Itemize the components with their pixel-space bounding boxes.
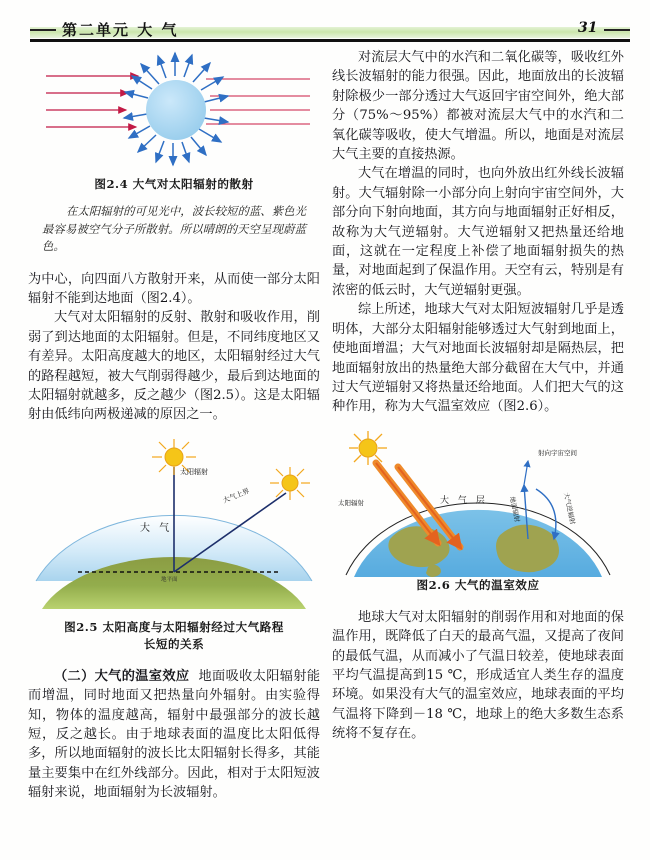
figure-2-4-svg — [28, 48, 320, 176]
right-paragraph-1: 对流层大气中的水汽和二氧化碳等，吸收红外线长波辐射的能力很强。因此，地面放出的长波辐射除极少一部分透过大气返回宇宙空间外，绝大部分（75%～95%）都被对流层大气中的水汽和二氧化碳等吸收，使大气增温。所以，地面是对流层大气主要的直接热源。 — [332, 50, 624, 163]
figure-2-6-label-atmosphere-layer: 大 气 层 — [440, 495, 488, 506]
hand-written-note: 在太阳辐射的可见光中，波长较短的蓝、紫色光最容易被空气分子所散射。所以晴朗的天空呈现蔚蓝色。 — [42, 204, 306, 253]
figure-2-5-svg — [28, 431, 320, 609]
figure-2-4-caption: 图2.4 大气对太阳辐射的散射 — [94, 177, 254, 191]
page-header — [0, 18, 650, 44]
figure-2-6-label-ground-radiation: 地面辐射 — [508, 495, 522, 523]
figure-2-5-label-solar-radiation: 太阳辐射 — [180, 467, 208, 476]
figure-2-6-label-solar-radiation: 太阳辐射 — [338, 498, 364, 507]
sun-low — [270, 467, 310, 500]
right-paragraph-2: 大气在增温的同时，也向外放出红外线长波辐射。大气辐射除一小部分向上射向宇宙空间外，大部分向下射向地面，其方向与地面辐射正好相反，故称为大气逆辐射。大气逆辐射又把热量还给地面，这就在一定程度上补偿了地面辐射损失的热量，对地面起到了保温作用。天空有云，特别是有浓密的低云时，大气逆辐射更强。 — [332, 166, 624, 298]
transmitted-rays — [206, 79, 310, 124]
header-dash-right — [604, 29, 630, 31]
section-heading: （二）大气的温室效应 — [54, 668, 190, 684]
sun-figure-2-6 — [349, 431, 387, 465]
figure-2-5-label-ground: 地平面 — [161, 576, 178, 583]
figure-2-5-caption-line2: 长短的关系 — [143, 636, 205, 651]
figure-2-6-label-counter-radiation: 大气逆辐射 — [562, 491, 577, 525]
figure-2-4 — [28, 48, 320, 176]
left-paragraph-3 — [28, 667, 320, 803]
figure-2-6 — [332, 427, 624, 577]
incoming-rays — [46, 76, 138, 127]
page-number: 31 — [578, 20, 598, 36]
scattering-body — [146, 80, 206, 140]
unit-title: 第二单元 大 气 — [62, 21, 179, 39]
figure-2-5-label-atmosphere: 大 气 — [140, 522, 173, 534]
to-space-arrow — [524, 461, 528, 485]
right-paragraph-4: 地球大气对太阳辐射的削弱作用和对地面的保温作用，既降低了白天的最高气温，又提高了夜间的最低气温，从而减小了气温日较差，使地球表面平均气温提高到15 ℃，形成适宜人类生存的温度环境。如果没有大气的温室效应，地球表面的平均气温将下降到－18 ℃，地球上的绝大多数生态系统将不复存在。 — [332, 609, 624, 742]
right-column — [332, 48, 624, 744]
left-paragraph-1: 为中心，向四面八方散射开来，从而使一部分太阳辐射不能到达地面（图2.4）。 — [28, 271, 320, 306]
right-paragraph-3: 综上所述，地球大气对太阳短波辐射几乎是透明体，大部分太阳辐射能够透过大气射到地面上，使地面增温；大气对地面长波辐射却是隔热层，把地面辐射放出的热量绝大部分截留在大气中，并通过大气逆辐射又将热量还给地面。人们把大气的这种作用，称为大气温室效应（图2.6）。 — [332, 302, 624, 415]
figure-2-6-svg — [332, 427, 624, 577]
header-dash-left — [30, 29, 56, 31]
figure-2-5-caption-line1: 图2.5 太阳高度与太阳辐射经过大气路程 — [64, 619, 284, 634]
left-column — [28, 48, 320, 803]
figure-2-6-label-to-space: 射向宇宙空间 — [538, 448, 577, 457]
figure-2-5-label-atmosphere-top: 大气上界 — [221, 486, 251, 505]
left-paragraph-3-text: 地面吸收太阳辐射能而增温，同时地面又把热量向外辐射。由实验得知，物体的温度越高，辐射中最强部分的波长越短，反之越长。由于地球表面的温度比太阳低得多，所以地面辐射的波长比太阳辐射长得多，其能量主要集中在红外线部分。因此，相对于太阳短波辐射来说，地面辐射为长波辐射。 — [28, 668, 321, 801]
figure-2-6-caption: 图2.6 大气的温室效应 — [416, 577, 540, 592]
left-paragraph-2: 大气对太阳辐射的反射、散射和吸收作用，削弱了到达地面的太阳辐射。但是，不同纬度地区又有差异。太阳高度越大的地区，太阳辐射经过大气的路程越短，被大气削弱得越少，最后到达地面的太阳辐射就越多，反之越少（图2.5）。这是太阳辐射由低纬向两极递减的原因之一。 — [28, 310, 320, 423]
figure-2-5 — [28, 431, 320, 619]
